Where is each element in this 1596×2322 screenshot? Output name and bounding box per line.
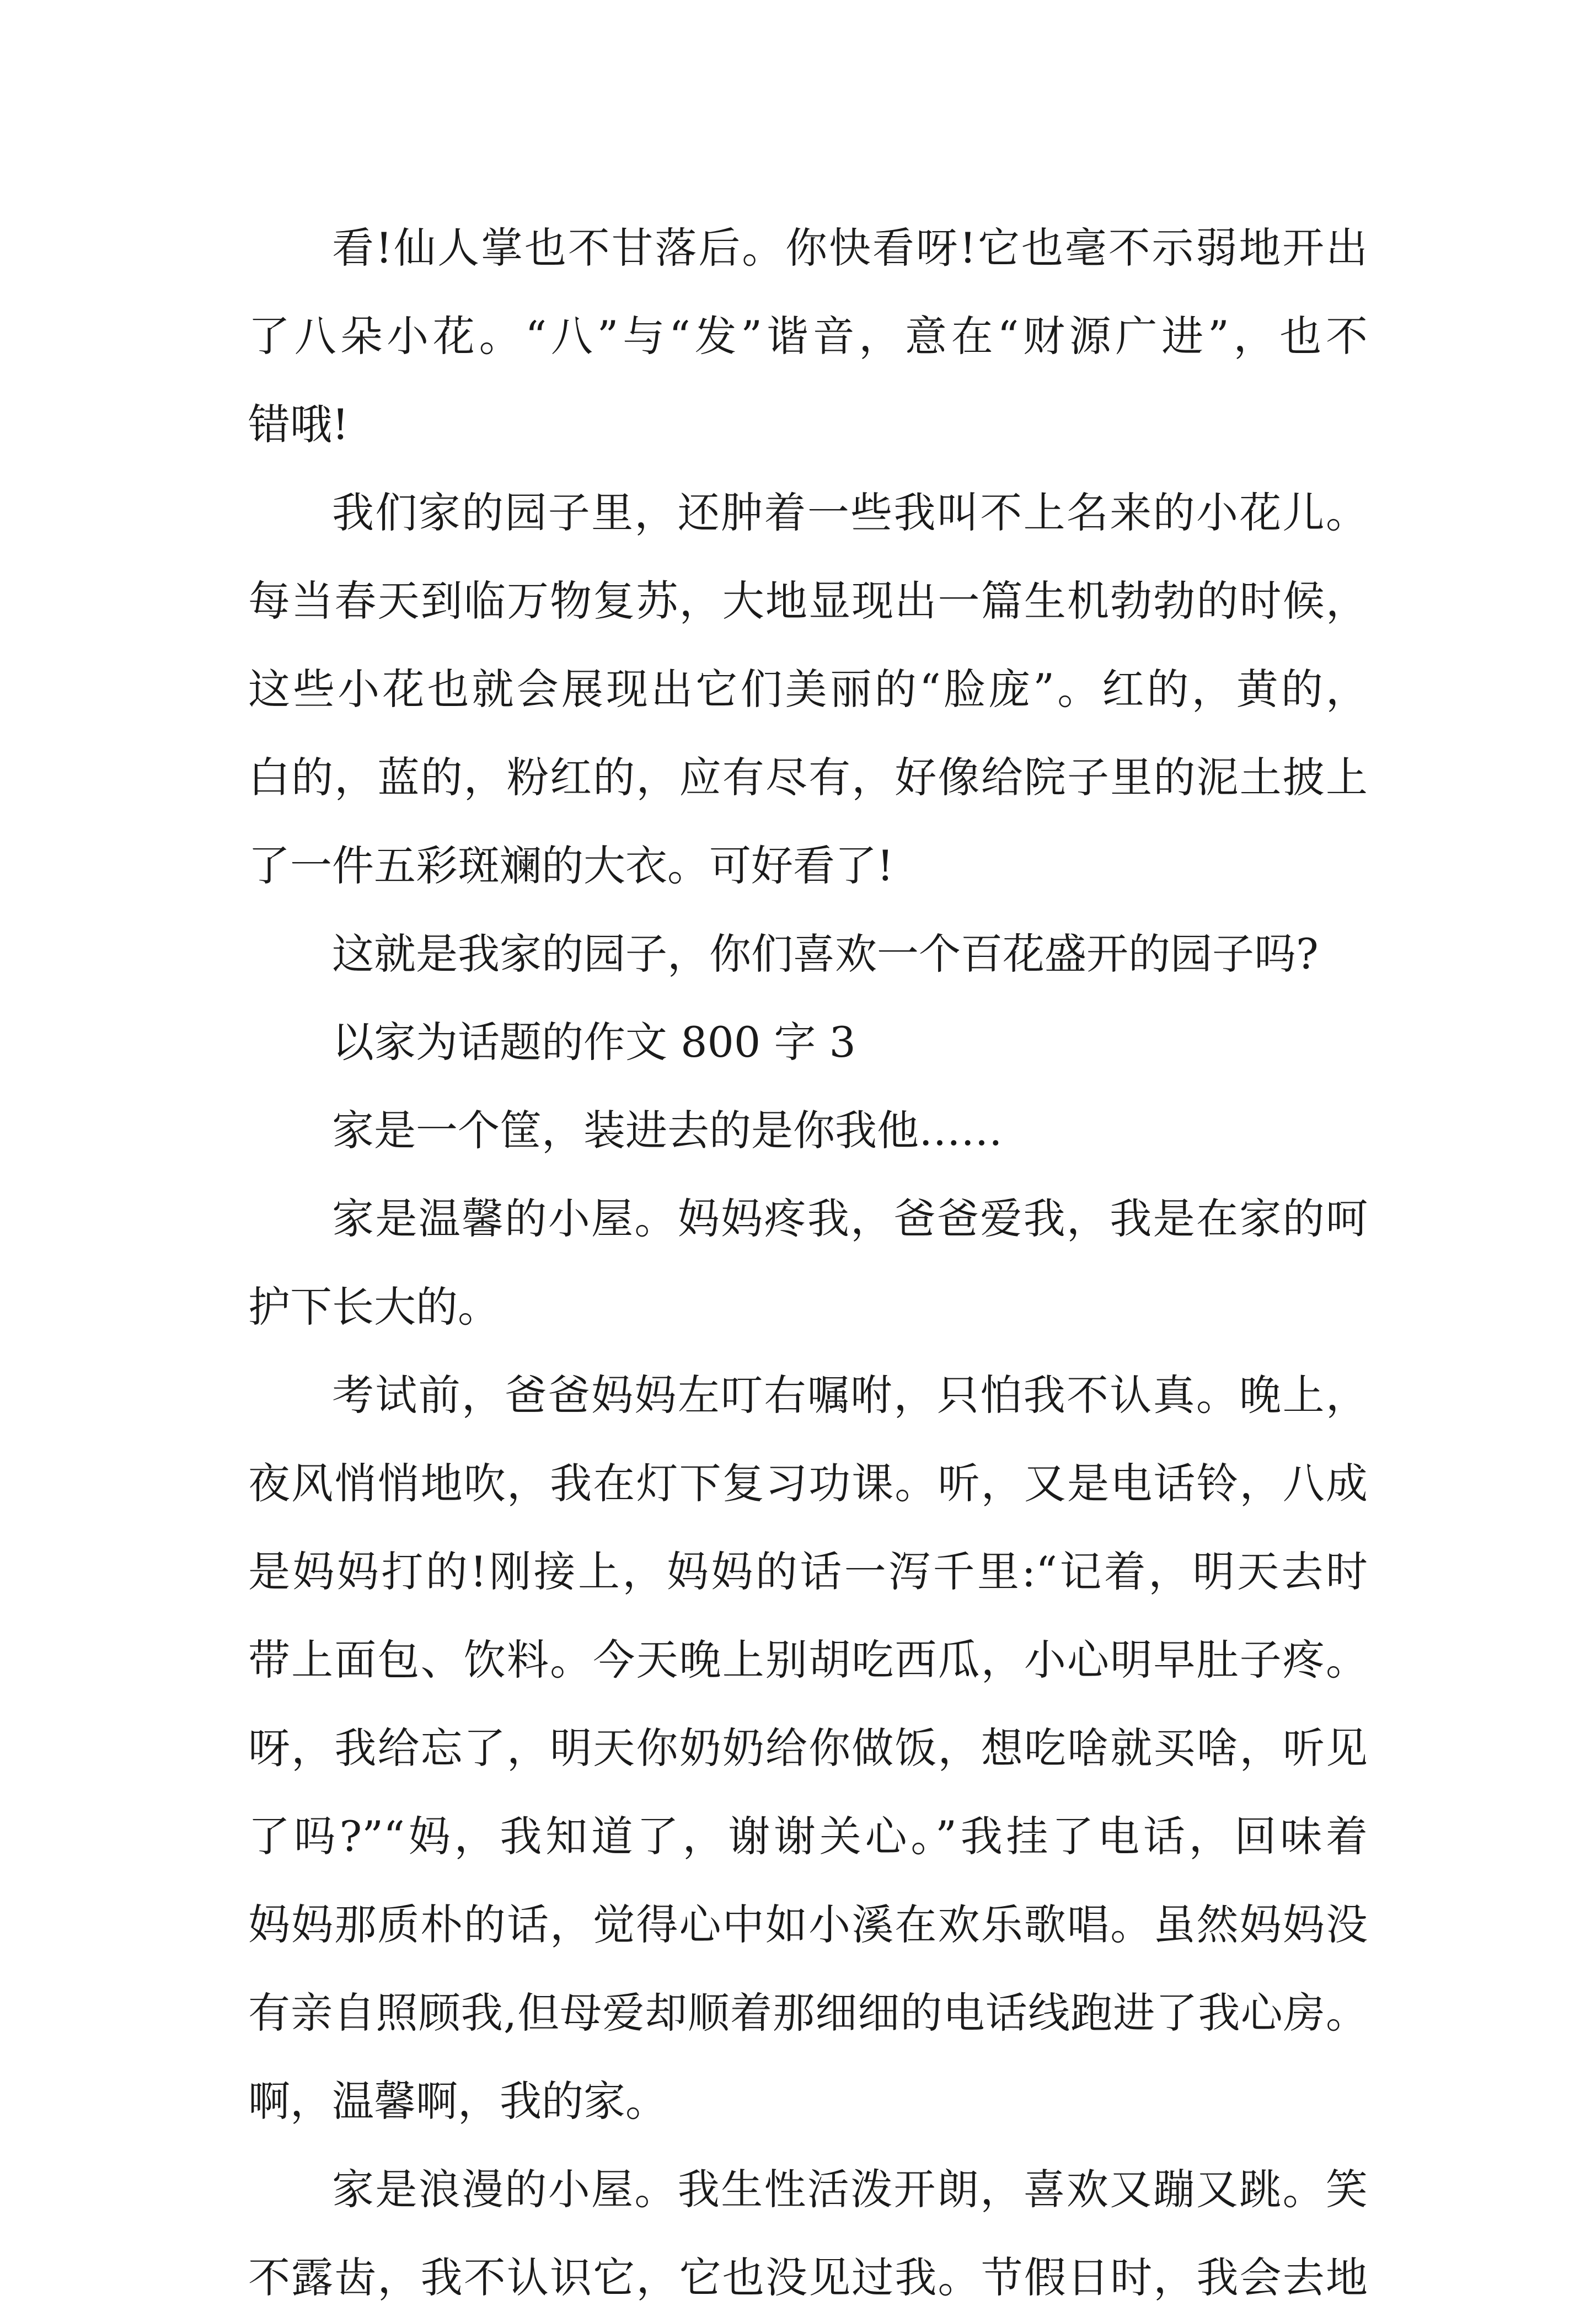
text-line: 护下长大的。 [248, 1282, 500, 1331]
text-line: 啊，温馨啊，我的家。 [248, 2077, 667, 2126]
text-line: 这些小花也就会展现出它们美丽的“脸庞”。红的，黄的， [248, 665, 1368, 714]
text-line: 是妈妈打的!刚接上，妈妈的话一泻千里:“记着，明天去时 [248, 1547, 1368, 1596]
text-line: 错哦! [248, 400, 349, 449]
text-line: 了吗?”“妈，我知道了，谢谢关心。”我挂了电话，回味着 [248, 1812, 1368, 1861]
text-line: 带上面包、饮料。今天晚上别胡吃西瓜，小心明早肚子疼。 [248, 1635, 1368, 1684]
text-line: 每当春天到临万物复苏，大地显现出一篇生机勃勃的时候， [248, 576, 1368, 625]
body-text [248, 204, 1368, 2322]
text-line: 有亲自照顾我,但母爱却顺着那细细的电话线跑进了我心房。 [248, 1988, 1368, 2037]
text-line: 呀，我给忘了，明天你奶奶给你做饭，想吃啥就买啥，听见 [248, 1724, 1368, 1773]
text-line: 家是温馨的小屋。妈妈疼我，爸爸爱我，我是在家的呵 [332, 1194, 1368, 1243]
text-line: 这就是我家的园子，你们喜欢一个百花盛开的园子吗? [332, 929, 1319, 978]
text-line: 夜风悄悄地吹，我在灯下复习功课。听，又是电话铃，八成 [248, 1459, 1368, 1508]
text-line: 不露齿，我不认识它，它也没见过我。节假日时，我会去地 [248, 2253, 1368, 2302]
text-line: 我们家的园子里，还肿着一些我叫不上名来的小花儿。 [332, 488, 1368, 537]
text-line: 白的，蓝的，粉红的，应有尽有，好像给院子里的泥土披上 [248, 753, 1368, 802]
section-heading: 以家为话题的作文 800 字 3 [332, 1018, 856, 1067]
text-line: 妈妈那质朴的话，觉得心中如小溪在欢乐歌唱。虽然妈妈没 [248, 1900, 1368, 1949]
text-line: 了一件五彩斑斓的大衣。可好看了! [248, 841, 894, 890]
text-line: 家是浪漫的小屋。我生性活泼开朗，喜欢又蹦又跳。笑 [332, 2165, 1368, 2214]
text-line: 了八朵小花。“八”与“发”谐音，意在“财源广进”，也不 [248, 312, 1368, 361]
text-line: 看!仙人掌也不甘落后。你快看呀!它也毫不示弱地开出 [332, 223, 1368, 272]
text-line: 考试前，爸爸妈妈左叮右嘱咐，只怕我不认真。晚上， [332, 1371, 1368, 1420]
text-line: 家是一个筐，装进去的是你我他…… [332, 1106, 1003, 1155]
